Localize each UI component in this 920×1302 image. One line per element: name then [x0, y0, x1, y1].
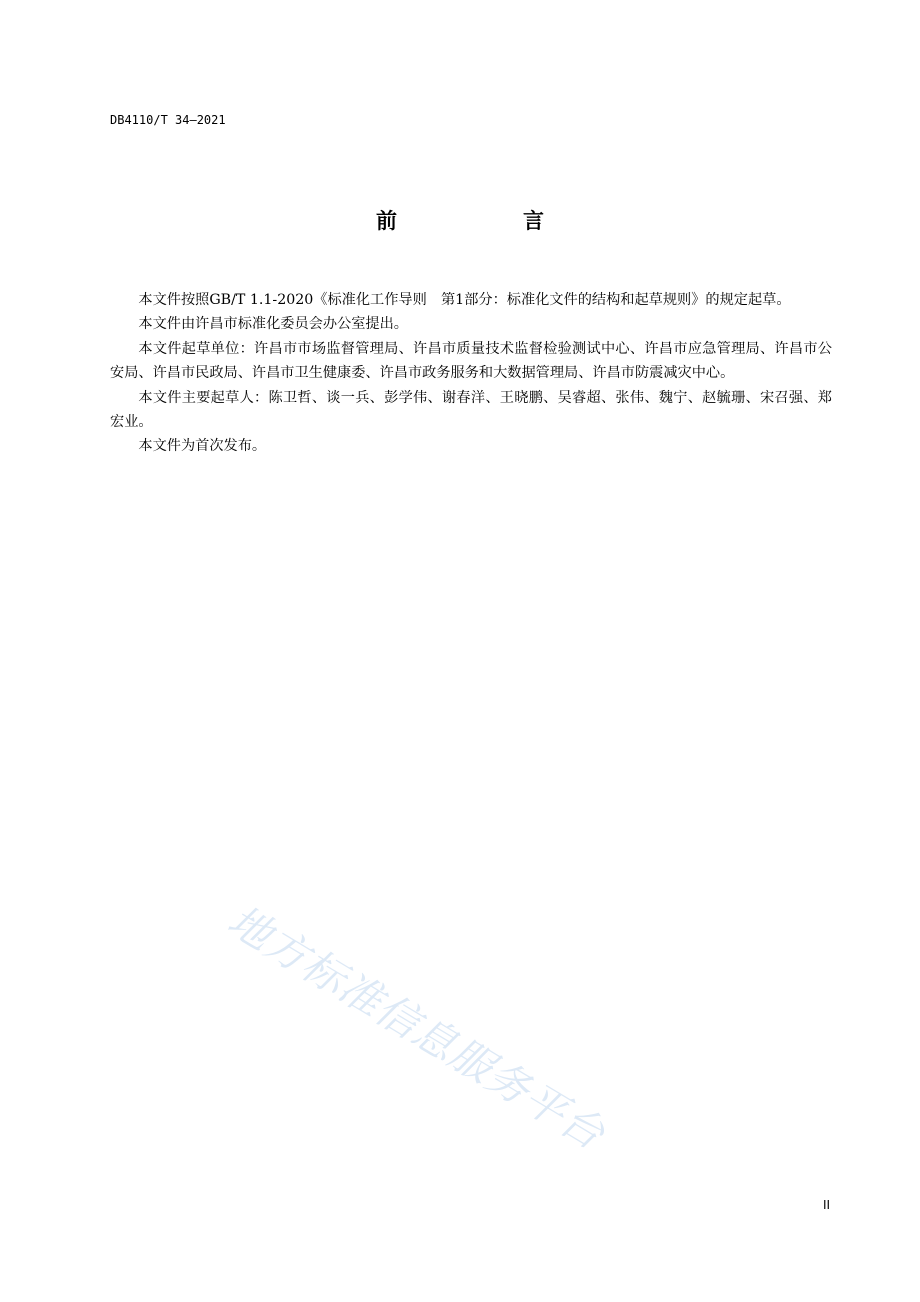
paragraph-proposer: 本文件由许昌市标准化委员会办公室提出。: [138, 316, 408, 333]
foreword-body: [110, 288, 832, 459]
page-number: II: [823, 1198, 831, 1212]
watermark: 地方标准信息服务平台: [219, 895, 614, 1160]
paragraph-drafting-basis: 本文件按照GB/T 1.1-2020《标准化工作导则 第1部分：标准化文件的结构和起草规则》的规定起草。: [138, 292, 791, 308]
paragraph-first-release: 本文件为首次发布。: [138, 438, 267, 455]
paragraph-drafters: 本文件主要起草人：陈卫哲、谈一兵、彭学伟、谢春洋、王晓鹏、吴睿超、张伟、魏宁、赵毓珊、宋召强、郑宏业。: [110, 389, 832, 431]
document-code: DB4110/T 34—2021: [110, 113, 226, 127]
paragraph-drafting-units: 本文件起草单位：许昌市市场监督管理局、许昌市质量技术监督检验测试中心、许昌市应急管理局、许昌市公安局、许昌市民政局、许昌市卫生健康委、许昌市政务服务和大数据管理局、许昌市防震减灾中心。: [110, 340, 832, 382]
page-title: 前 言: [376, 209, 597, 233]
